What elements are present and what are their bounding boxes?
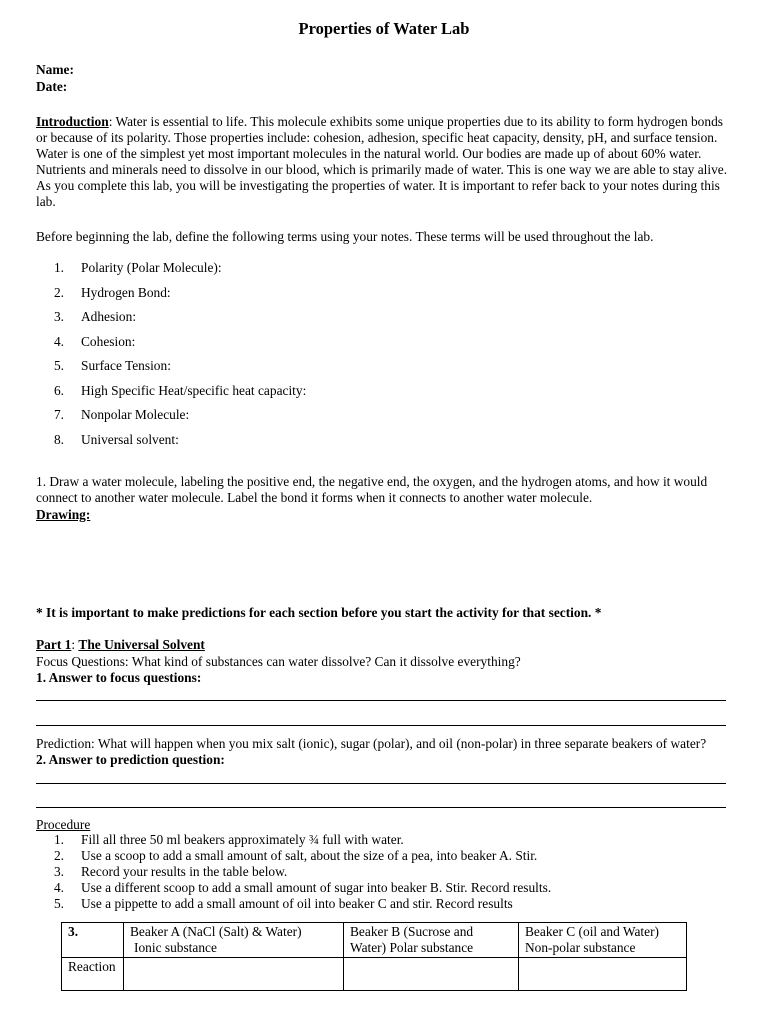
beaker-a-header [124, 923, 344, 958]
term-number: 5. [53, 358, 64, 373]
term-label: High Specific Heat/specific heat capacity: [81, 382, 307, 398]
table-header-row [62, 923, 687, 958]
term-item [36, 260, 636, 285]
step-text: Fill all three 50 ml beakers approximately ¾ full with water. [81, 832, 404, 847]
step-text: Record your results in the table below. [81, 864, 288, 879]
procedure-step [36, 864, 551, 880]
beaker-b-header [344, 923, 519, 958]
step-text: Use a different scoop to add a small amount of sugar into beaker B. Stir. Record results. [81, 880, 552, 895]
term-item [36, 407, 636, 432]
term-label: Universal solvent: [81, 431, 179, 447]
term-number: 3. [53, 309, 64, 324]
term-number: 7. [53, 407, 64, 422]
answer-line[interactable] [36, 807, 726, 808]
step-number: 3. [53, 864, 64, 879]
procedure-step [36, 880, 551, 896]
step-number: 4. [53, 880, 64, 895]
beaker-b-title: Beaker B (Sucrose and [350, 924, 474, 939]
beaker-a-title: Beaker A (NaCl (Salt) & Water) [130, 924, 302, 939]
answer-line[interactable] [36, 725, 726, 726]
term-number: 6. [53, 382, 64, 398]
answer-line[interactable] [36, 783, 726, 784]
define-instruction: Before beginning the lab, define the following terms using your notes. These terms will be used throughout the lab. [36, 229, 654, 244]
procedure-list [36, 832, 551, 912]
step-text: Use a pippette to add a small amount of oil into beaker C and stir. Record results [81, 896, 513, 911]
term-item [36, 285, 636, 310]
terms-list [36, 260, 636, 456]
term-number: 4. [53, 333, 64, 349]
part1-prefix: Part 1 [36, 637, 72, 652]
focus-text: What kind of substances can water dissolve? Can it dissolve everything? [131, 654, 521, 669]
term-label: Cohesion: [81, 333, 136, 349]
focus-label: Focus Questions: [36, 654, 132, 669]
step-number: 5. [53, 896, 64, 911]
prediction-note: * It is important to make predictions for each section before you start the activity for that section. * [36, 605, 602, 620]
term-label: Polarity (Polar Molecule): [81, 260, 222, 275]
introduction-paragraph [36, 114, 734, 210]
beaker-c-title: Beaker C (oil and Water) [525, 924, 660, 939]
step-text: Use a scoop to add a small amount of salt, about the size of a pea, into beaker A. Stir. [81, 848, 538, 863]
term-item [36, 383, 636, 408]
beaker-a-subtitle: Ionic substance [134, 940, 217, 955]
term-item [36, 358, 636, 383]
term-number: 1. [53, 260, 64, 275]
reaction-label-cell: Reaction [62, 958, 124, 991]
prediction-question: Prediction: What will happen when you mix salt (ionic), sugar (polar), and oil (non-polar) in three separate beakers of water? [36, 736, 707, 751]
table-corner-cell: 3. [62, 923, 124, 958]
term-item [36, 309, 636, 334]
page-title: Properties of Water Lab [298, 19, 470, 38]
introduction-heading: Introduction [36, 114, 109, 129]
answer-line[interactable] [36, 700, 726, 701]
drawing-label: Drawing: [36, 507, 91, 522]
date-label: Date: [36, 79, 68, 94]
step-number: 2. [53, 848, 64, 863]
term-number: 2. [53, 284, 64, 300]
procedure-step [36, 832, 551, 848]
introduction-text: : Water is essential to life. This molecule exhibits some unique properties due to its ability to form hydrogen bonds or because of its polarity. Those properties include: cohesion, adhesion, specific heat capacity, density, pH, and surface tension. Water is one of the simplest yet most important molecules in the natural world. Our bodies are made up of about 60% water. Nutrients and minerals need to dissolve in our blood, which is primarily made of water. This is one way we are able to stay alive. As you complete this lab, you will be investigating the properties of water. It is important to refer back to your notes during this lab. [36, 114, 728, 209]
procedure-heading: Procedure [36, 817, 91, 832]
term-item [36, 334, 636, 359]
term-label: Surface Tension: [81, 358, 171, 373]
beaker-c-header [519, 923, 687, 958]
term-label: Nonpolar Molecule: [81, 407, 190, 422]
focus-questions [36, 654, 734, 670]
answer-focus-label: 1. Answer to focus questions: [36, 670, 202, 685]
name-label: Name: [36, 62, 74, 77]
results-table [61, 922, 687, 991]
term-item [36, 432, 636, 457]
reaction-cell-c[interactable] [519, 958, 687, 991]
part1-colon: : [71, 637, 79, 652]
reaction-cell-a[interactable] [124, 958, 344, 991]
procedure-step [36, 848, 551, 864]
answer-prediction-label: 2. Answer to prediction question: [36, 752, 225, 767]
reaction-cell-b[interactable] [344, 958, 519, 991]
drawing-instruction: 1. Draw a water molecule, labeling the positive end, the negative end, the oxygen, and the hydrogen atoms, and how it would connect to another water molecule. Label the bond it forms when it connects to another water molecule. [36, 474, 708, 505]
term-label: Hydrogen Bond: [81, 284, 171, 300]
step-number: 1. [53, 832, 64, 847]
term-number: 8. [53, 431, 64, 447]
part1-heading [36, 637, 205, 653]
beaker-b-subtitle: Water) Polar substance [350, 940, 474, 955]
table-row [62, 958, 687, 991]
beaker-c-subtitle: Non-polar substance [525, 940, 636, 955]
term-label: Adhesion: [81, 309, 137, 324]
part1-title: The Universal Solvent [78, 637, 205, 652]
procedure-step [36, 896, 551, 912]
